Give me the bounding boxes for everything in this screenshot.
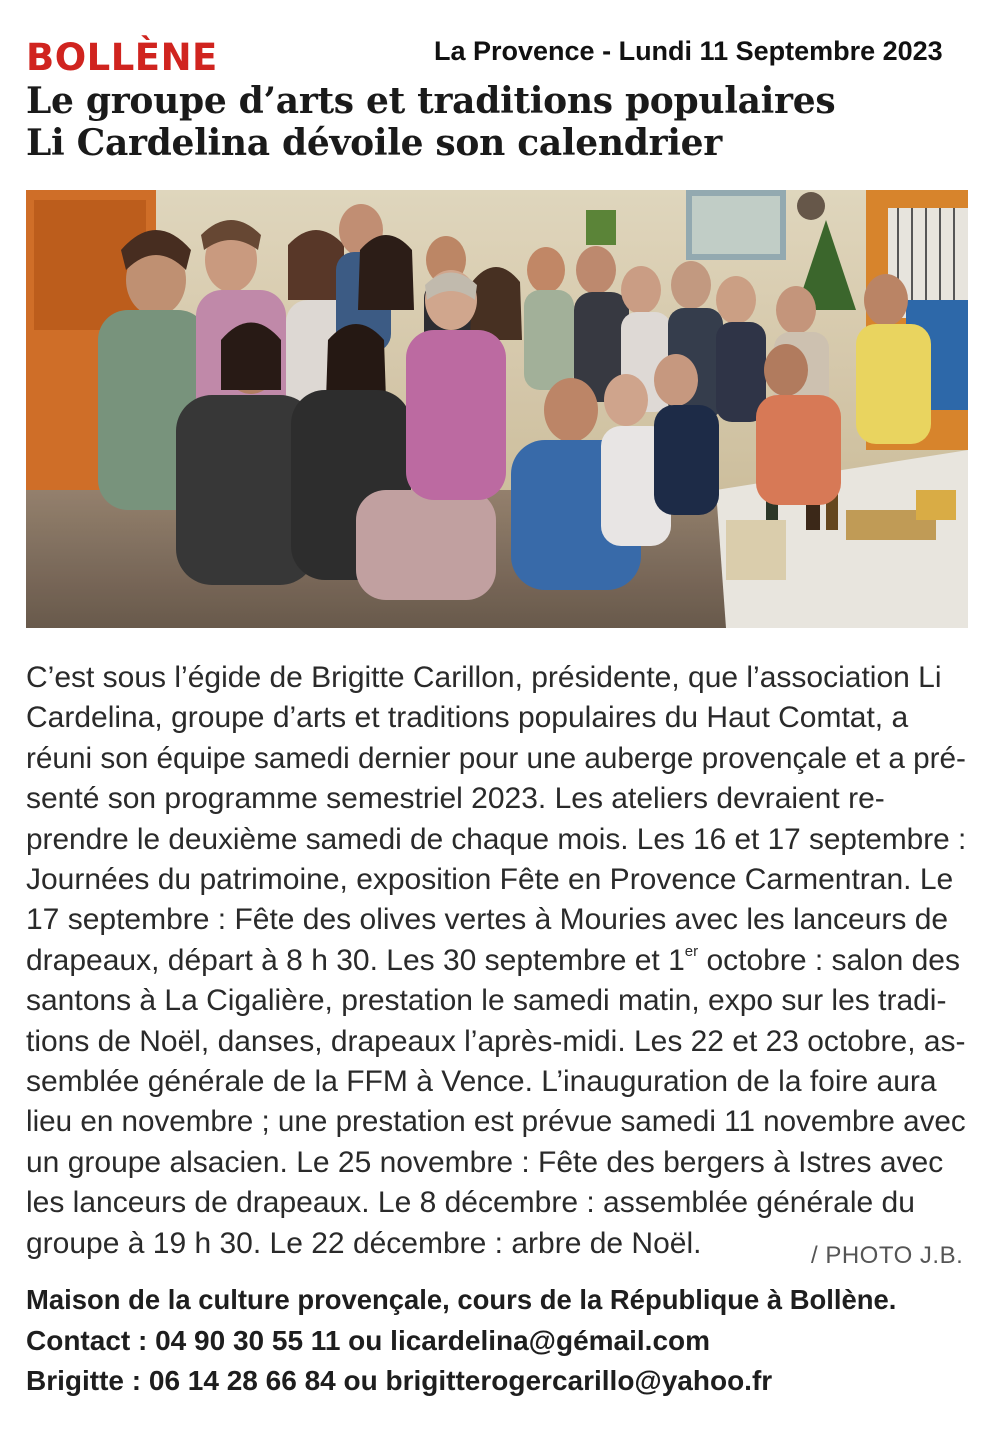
info-address: Maison de la culture provençale, cours de la République à Bollène. <box>26 1284 897 1315</box>
info-contact: Contact : 04 90 30 55 11 ou licardelina@gémail.com <box>26 1324 711 1356</box>
article-body <box>26 658 968 1264</box>
body-line: groupe à 19 h 30. Le 22 décembre : arbre de Noël. <box>26 1226 702 1260</box>
body-line: tions de Noël, danses, drapeaux l’après-midi. Les 22 et 23 octobre, as- <box>26 1024 966 1058</box>
body-line: Journées du patrimoine, exposition Fête en Provence Carmentran. Le <box>26 863 954 897</box>
article-headline <box>26 80 956 164</box>
ordinal-superscript: er <box>684 942 699 960</box>
body-line: santons à La Cigalière, prestation le samedi matin, expo sur les tradi- <box>26 984 947 1018</box>
group-photo <box>26 190 968 628</box>
body-line: réuni son équipe samedi dernier pour une auberge provençale et a pré- <box>26 741 966 775</box>
body-line: lieu en novembre ; une prestation est prévue samedi 11 novembre avec <box>26 1105 966 1139</box>
body-line: Cardelina, groupe d’arts et traditions populaires du Haut Comtat, a <box>26 701 909 735</box>
body-line-text: drapeaux, départ à 8 h 30. Les 30 septembre et 1 <box>26 943 685 977</box>
info-brigitte: Brigitte : 06 14 28 66 84 ou brigitterogercarillo@yahoo.fr <box>26 1365 773 1396</box>
group-photo-illustration <box>26 190 968 628</box>
body-line: C’est sous l’égide de Brigitte Carillon, présidente, que l’association Li <box>26 661 942 694</box>
body-line: 17 septembre : Fête des olives vertes à Mouries avec les lanceurs de <box>26 903 949 937</box>
body-line: les lanceurs de drapeaux. Le 8 décembre : assemblée générale du <box>26 1186 915 1220</box>
body-line: semblée générale de la FFM à Vence. L’inauguration de la foire aura <box>26 1065 937 1099</box>
body-line <box>26 941 968 981</box>
headline-line: Li Cardelina dévoile son calendrier <box>26 122 722 164</box>
publication-dateline: La Provence - Lundi 11 Septembre 2023 <box>434 36 943 66</box>
body-line: un groupe alsacien. Le 25 novembre : Fête des bergers à Istres avec <box>26 1145 944 1179</box>
headline-line: Le groupe d’arts et traditions populaires <box>26 80 836 122</box>
section-kicker: BOLLÈNE <box>26 36 218 79</box>
photo-credit: / PHOTO J.B. <box>811 1242 964 1269</box>
body-line-text: octobre : salon des <box>698 943 960 977</box>
body-line: prendre le deuxième samedi de chaque mois. Les 16 et 17 septembre : <box>26 822 967 856</box>
body-line: senté son programme semestriel 2023. Les ateliers devraient re- <box>26 782 885 816</box>
contact-info <box>26 1280 968 1402</box>
